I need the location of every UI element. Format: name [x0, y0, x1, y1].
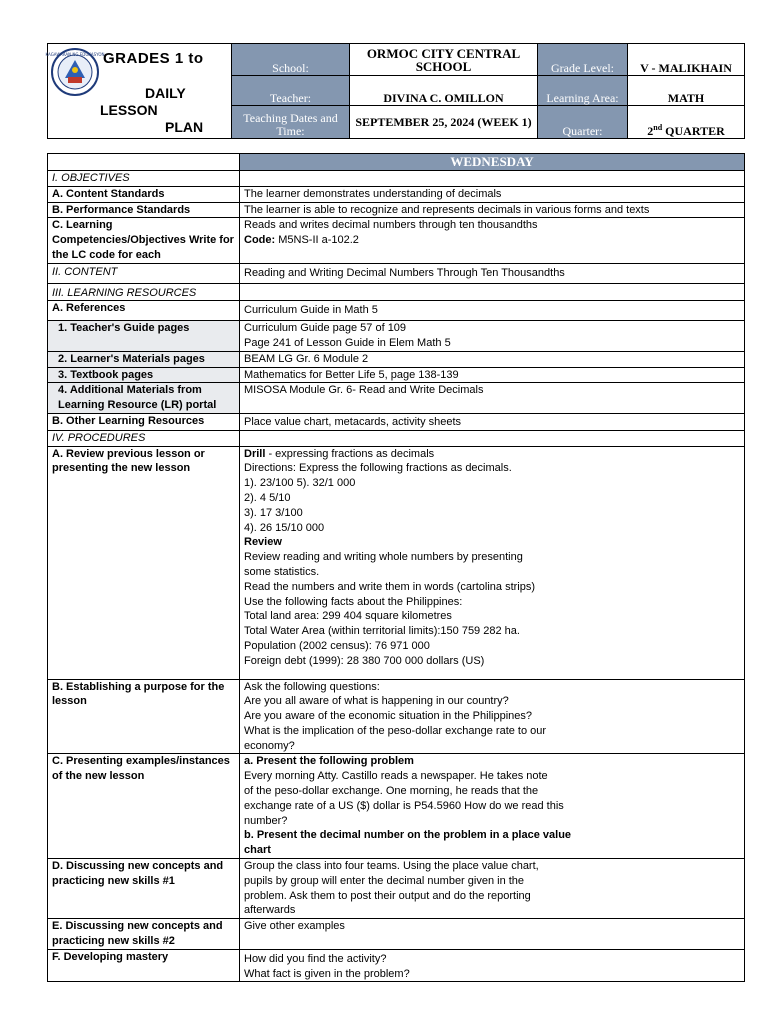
section-learning-resources: III. LEARNING RESOURCES	[48, 283, 240, 301]
table-row	[48, 367, 745, 383]
deped-seal-icon	[45, 48, 105, 96]
textbook-value: Mathematics for Better Life 5, page 138-139	[240, 367, 745, 383]
table-row	[48, 859, 745, 919]
other-resources-label: B. Other Learning Resources	[48, 413, 240, 430]
grade-level-label: Grade Level:	[538, 44, 628, 76]
learning-area-value: MATH	[628, 76, 745, 106]
learners-materials-value: BEAM LG Gr. 6 Module 2	[240, 351, 745, 367]
teaching-dates-label: Teaching Dates and Time:	[232, 106, 350, 139]
table-row	[48, 171, 745, 187]
table-row	[48, 202, 745, 218]
other-resources-value: Place value chart, metacards, activity sheets	[240, 413, 745, 430]
learners-materials-label: 2. Learner's Materials pages	[48, 351, 240, 367]
discussing-2-label: E. Discussing new concepts and practicing new skills #2	[48, 919, 240, 950]
table-row	[48, 283, 745, 301]
references-value: Curriculum Guide in Math 5	[240, 301, 745, 321]
table-row	[48, 430, 745, 446]
discussing-2-value: Give other examples	[240, 919, 745, 950]
svg-text:KAGAWARAN NG EDUKASYON: KAGAWARAN NG EDUKASYON	[45, 52, 105, 57]
purpose-label: B. Establishing a purpose for the lesson	[48, 679, 240, 754]
lesson-plan-table	[47, 153, 745, 982]
performance-standards-label: B. Performance Standards	[48, 202, 240, 218]
blank-header-cell	[48, 154, 240, 171]
table-row	[48, 301, 745, 321]
table-row	[48, 186, 745, 202]
competencies-value: Reads and writes decimal numbers through ten thousandths Code: M5NS-II a-102.2	[240, 218, 745, 263]
additional-materials-label: 4. Additional Materials from Learning Resource (LR) portal	[48, 383, 240, 414]
section-objectives: I. OBJECTIVES	[48, 171, 240, 187]
teaching-dates-value: SEPTEMBER 25, 2024 (WEEK 1)	[350, 106, 538, 139]
table-row	[48, 383, 745, 414]
header-table	[47, 43, 745, 139]
purpose-value: Ask the following questions: Are you all aware of what is happening in our country? Are you aware of the economic situation in the Philippines? What is the implication of the peso-dollar exchange rate to our economy?	[240, 679, 745, 754]
quarter-value: 2nd QUARTER	[628, 106, 745, 139]
performance-standards-value: The learner is able to recognize and represents decimals in various forms and texts	[240, 202, 745, 218]
discussing-1-label: D. Discussing new concepts and practicing new skills #1	[48, 859, 240, 919]
teachers-guide-value: Curriculum Guide page 57 of 109 Page 241 of Lesson Guide in Elem Math 5	[240, 321, 745, 352]
table-row	[48, 154, 745, 171]
discussing-1-value: Group the class into four teams. Using the place value chart, pupils by group will enter the decimal number given in the problem. Ask them to post their output and do the reporting afterwards	[240, 859, 745, 919]
content-value: Reading and Writing Decimal Numbers Through Ten Thousandths	[240, 263, 745, 283]
table-row	[48, 218, 745, 263]
teacher-label: Teacher:	[232, 76, 350, 106]
content-standards-value: The learner demonstrates understanding of decimals	[240, 186, 745, 202]
daily-lesson-plan-title: DAILY LESSON PLAN	[100, 85, 204, 135]
quarter-label: Quarter:	[538, 106, 628, 139]
references-label: A. References	[48, 301, 240, 321]
table-row	[48, 919, 745, 950]
teacher-value: DIVINA C. OMILLON	[350, 76, 538, 106]
content-standards-label: A. Content Standards	[48, 186, 240, 202]
review-label: A. Review previous lesson or presenting the new lesson	[48, 446, 240, 679]
table-row	[48, 413, 745, 430]
logo-title-cell	[45, 44, 232, 139]
teachers-guide-label: 1. Teacher's Guide pages	[48, 321, 240, 352]
mastery-value: How did you find the activity? What fact is given in the problem?	[240, 949, 745, 982]
additional-materials-value: MISOSA Module Gr. 6- Read and Write Decimals	[240, 383, 745, 414]
school-label: School:	[232, 44, 350, 76]
review-value: Drill - expressing fractions as decimals Directions: Express the following fractions as decimals. 1). 23/100 5). 32/1 000 2). 4 5/10 3). 17 3/100 4). 26 15/10 000 Review Review reading and writing whole numbers by presenting some statistics. Read the numbers and write them in words (cartolina strips) Use the following facts about the Philippines: Total land area: 299 404 square kilometres Total Water Area (within territorial limits):150 759 282 ha. Population (2002 census): 76 971 000 Foreign debt (1999): 28 380 700 000 dollars (US)	[240, 446, 745, 679]
table-row	[48, 679, 745, 754]
table-row	[48, 754, 745, 859]
mastery-label: F. Developing mastery	[48, 949, 240, 982]
table-row	[48, 321, 745, 352]
textbook-label: 3. Textbook pages	[48, 367, 240, 383]
table-row	[48, 351, 745, 367]
day-header: WEDNESDAY	[240, 154, 745, 171]
section-procedures: IV. PROCEDURES	[48, 430, 240, 446]
presenting-value: a. Present the following problem Every morning Atty. Castillo reads a newspaper. He takes note of the peso-dollar exchange. One morning, he reads that the exchange rate of a US ($) dollar is P54.5960 How do we read this number? b. Present the decimal number on the problem in a place value chart	[240, 754, 745, 859]
competencies-label: C. Learning Competencies/Objectives Write for the LC code for each	[48, 218, 240, 263]
presenting-label: C. Presenting examples/instances of the new lesson	[48, 754, 240, 859]
learning-area-label: Learning Area:	[538, 76, 628, 106]
section-content: II. CONTENT	[48, 263, 240, 283]
grade-level-value: V - MALIKHAIN	[628, 44, 745, 76]
school-value: ORMOC CITY CENTRAL SCHOOL	[350, 44, 538, 76]
table-row	[48, 446, 745, 679]
grades-title: GRADES 1 to	[103, 50, 204, 67]
table-row	[48, 949, 745, 982]
table-row	[48, 263, 745, 283]
